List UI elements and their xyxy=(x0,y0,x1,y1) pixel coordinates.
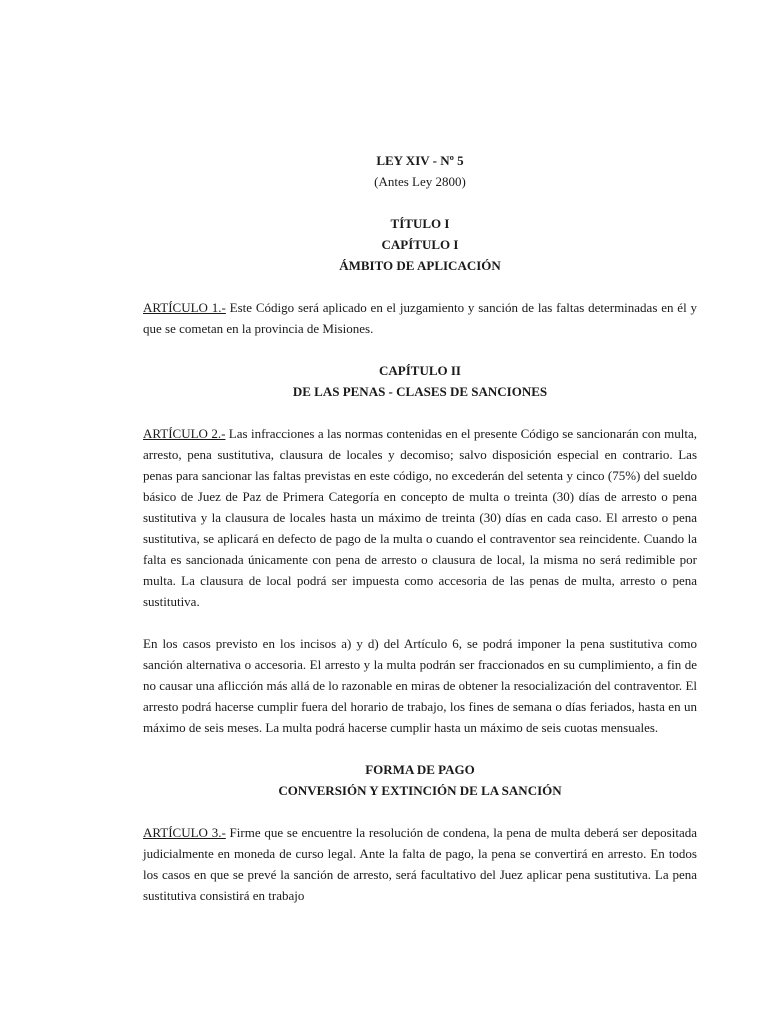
article-1 xyxy=(143,297,697,339)
chapter-1-heading: CAPÍTULO I xyxy=(381,237,459,252)
scope-heading: ÁMBITO DE APLICACIÓN xyxy=(339,258,501,273)
article-2 xyxy=(143,423,697,612)
chapter-2-heading: CAPÍTULO II xyxy=(379,363,461,378)
document-body xyxy=(143,150,697,906)
article-3-label: ARTÍCULO 3.- xyxy=(143,825,226,840)
title-heading: TÍTULO I xyxy=(390,216,450,231)
article-2-label: ARTÍCULO 2.- xyxy=(143,426,226,441)
conversion-heading: CONVERSIÓN Y EXTINCIÓN DE LA SANCIÓN xyxy=(278,783,562,798)
article-2-paragraph-2: En los casos previsto en los incisos a) y d) del Artículo 6, se podrá imponer la pena sustitutiva como sanción alternativa o accesoria. El arresto y la multa podrán ser fraccionados en su cumplimiento, a fin de no causar una aflicción más allá de lo razonable en miras de obtener la resocialización del contraventor. El arresto podrá hacerse cumplir fuera del horario de trabajo, los fines de semana o días feriados, hasta en un máximo de seis meses. La multa podrá hacerse cumplir hasta un máximo de seis cuotas mensuales. xyxy=(143,636,697,735)
article-3-text: Firme que se encuentre la resolución de condena, la pena de multa deberá ser depositada judicialmente en moneda de curso legal. Ante la falta de pago, la pena se convertirá en arresto. En todos los casos en que se prevé la sanción de arresto, será facultativo del Juez aplicar pena sustitutiva. La pena sustitutiva consistirá en trabajo xyxy=(143,825,697,903)
article-1-label: ARTÍCULO 1.- xyxy=(143,300,226,315)
law-number: LEY XIV - Nº 5 xyxy=(376,153,464,168)
article-1-text: Este Código será aplicado en el juzgamiento y sanción de las faltas determinadas en él y que se cometan en la provincia de Misiones. xyxy=(143,300,697,336)
former-law-number: (Antes Ley 2800) xyxy=(374,174,466,189)
article-2-text: Las infracciones a las normas contenidas en el presente Código se sancionarán con multa, arresto, pena sustitutiva, clausura de locales y decomiso; salvo disposición especial en contrario. Las penas para sancionar las faltas previstas en este código, no excederán del setenta y cinco (75%) del sueldo básico de Juez de Paz de Primera Categoría en concepto de multa o treinta (30) días de arresto o pena sustitutiva y la clausura de locales hasta un máximo de treinta (30) días en cada caso. El arresto o pena sustitutiva, se aplicará en defecto de pago de la multa o cuando el contraventor sea reincidente. Cuando la falta es sancionada únicamente con pena de arresto o clausura de local, la misma no será redimible por multa. La clausura de local podrá ser impuesta como accesoria de las penas de multa, arresto o pena sustitutiva. xyxy=(143,426,697,609)
payment-heading: FORMA DE PAGO xyxy=(365,762,475,777)
penalties-heading: DE LAS PENAS - CLASES DE SANCIONES xyxy=(292,384,548,399)
article-3 xyxy=(143,822,697,906)
